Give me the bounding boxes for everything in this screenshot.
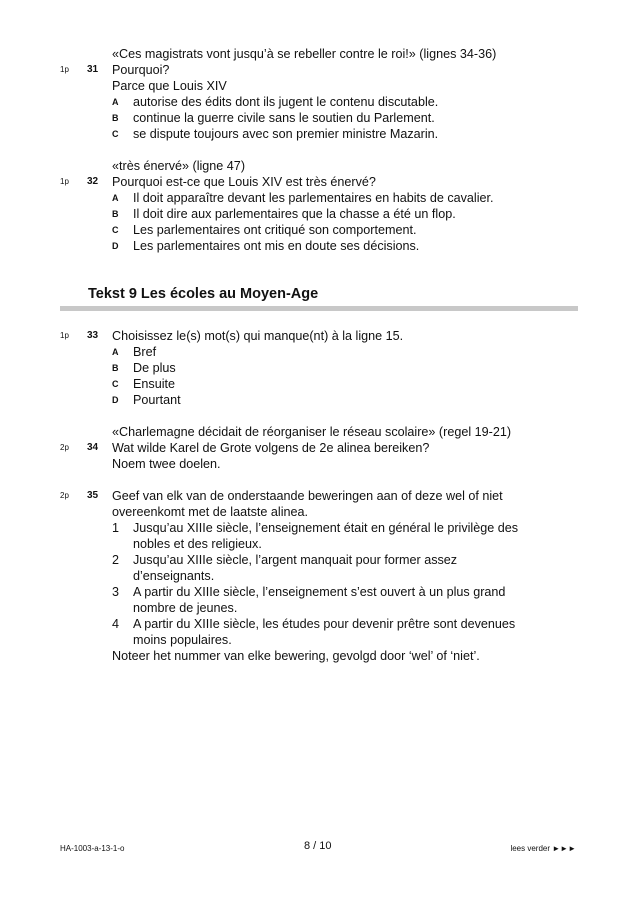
option-c [0,222,636,238]
statement-4 [0,616,636,632]
continue-label: lees verder ►►► [510,844,576,853]
option-c [0,126,636,142]
statement-2 [0,552,636,568]
option-text: autorise des édits dont ils jugent le contenu discutable. [133,95,439,109]
option-b [0,110,636,126]
option-letter: A [112,347,119,357]
statement-number: 1 [112,521,120,535]
statement-text: Jusqu’au XIIIe siècle, l’enseignement était en général le privilège des [133,521,519,535]
statement-text: nombre de jeunes. [133,601,238,615]
question-text: Geef van elk van de onderstaande beweringen aan of deze wel of niet [112,489,503,503]
statement-text: moins populaires. [133,633,232,647]
option-text: continue la guerre civile sans le soutien du Parlement. [133,111,435,125]
option-letter: D [112,395,119,405]
question-31 [0,46,636,142]
option-letter: C [112,225,119,235]
statement-text: A partir du XIIIe siècle, les études pour devenir prêtre sont devenues [133,617,516,631]
question-text: Choisissez le(s) mot(s) qui manque(nt) à la ligne 15. [112,329,404,343]
question-number: 34 [87,442,99,453]
question-34 [0,424,636,472]
points-label: 1p [60,177,69,186]
statement-text: A partir du XIIIe siècle, l’enseignement s’est ouvert à un plus grand [133,585,506,599]
statement-number: 2 [112,553,120,567]
page-number: 8 / 10 [304,840,332,852]
question-number: 33 [87,330,99,341]
reference-quote: «Ces magistrats vont jusqu’à se rebeller contre le roi!» (lignes 34-36) [112,47,497,61]
page-footer [0,838,636,852]
question-number: 32 [87,176,99,187]
points-label: 1p [60,331,69,340]
option-text: Ensuite [133,377,176,391]
question-33 [0,328,636,408]
instruction-text: Noteer het nummer van elke bewering, gevolgd door ‘wel’ of ‘niet’. [112,649,480,663]
option-d [0,392,636,408]
option-text: Pourtant [133,393,181,407]
question-number: 35 [87,490,99,501]
option-text: se dispute toujours avec son premier ministre Mazarin. [133,127,439,141]
statement-number: 3 [112,585,120,599]
option-text: Il doit apparaître devant les parlementaires en habits de cavalier. [133,191,494,205]
question-number: 31 [87,64,99,75]
statement-3 [0,584,636,600]
option-letter: B [112,363,119,373]
statement-text: Jusqu’au XIIIe siècle, l’argent manquait pour former assez [133,553,458,567]
option-b [0,206,636,222]
option-a [0,94,636,110]
reference-quote: «Charlemagne décidait de réorganiser le réseau scolaire» (regel 19-21) [112,425,512,439]
question-32 [0,158,636,254]
option-letter: B [112,209,119,219]
option-text: Bref [133,345,157,359]
option-text: Il doit dire aux parlementaires que la chasse a été un flop. [133,207,456,221]
question-text: Wat wilde Karel de Grote volgens de 2e alinea bereiken? [112,441,430,455]
option-letter: C [112,379,119,389]
option-letter: B [112,113,119,123]
option-letter: C [112,129,119,139]
option-letter: A [112,97,119,107]
option-b [0,360,636,376]
question-text: overeenkomt met de laatste alinea. [112,505,309,519]
option-text: De plus [133,361,176,375]
option-a [0,344,636,360]
option-letter: A [112,193,119,203]
option-letter: D [112,241,119,251]
exam-code: HA-1003-a-13-1-o [60,844,125,853]
reference-quote: «très énervé» (ligne 47) [112,159,246,173]
option-text: Les parlementaires ont critiqué son comportement. [133,223,417,237]
option-d [0,238,636,254]
question-text: Parce que Louis XIV [112,79,227,93]
statement-1 [0,520,636,536]
points-label: 2p [60,443,69,452]
question-text: Noem twee doelen. [112,457,221,471]
section-divider [60,306,578,311]
option-c [0,376,636,392]
option-text: Les parlementaires ont mis en doute ses décisions. [133,239,420,253]
question-text: Pourquoi? [112,63,170,77]
question-text: Pourquoi est-ce que Louis XIV est très énervé? [112,175,376,189]
points-label: 2p [60,491,69,500]
section-heading: Tekst 9 Les écoles au Moyen-Age [88,286,319,302]
option-a [0,190,636,206]
points-label: 1p [60,65,69,74]
statement-text: nobles et des religieux. [133,537,262,551]
question-35 [0,488,636,664]
statement-number: 4 [112,617,120,631]
statement-text: d’enseignants. [133,569,215,583]
